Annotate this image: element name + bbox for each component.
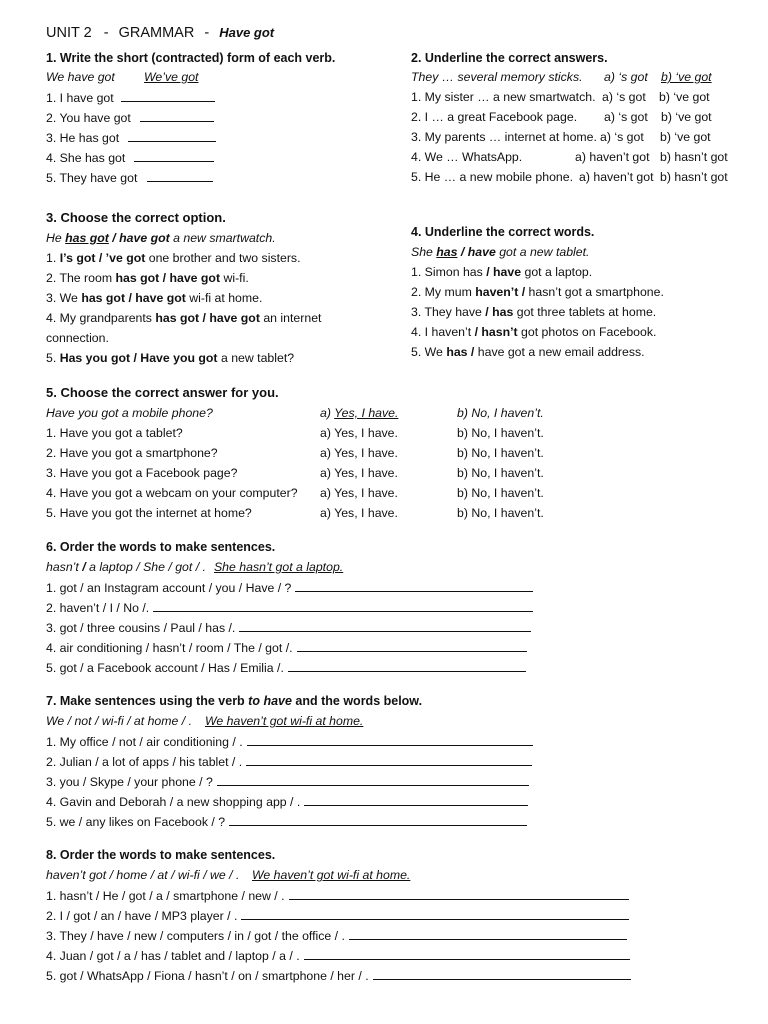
s8-item bbox=[46, 968, 631, 984]
s3-item-text: 3. We bbox=[46, 291, 82, 305]
s2-option-a[interactable]: a) ‘s got bbox=[600, 130, 644, 144]
s1-example-question: We have got bbox=[46, 70, 115, 84]
s4-item-text: 1. Simon has bbox=[411, 265, 487, 279]
s3-item bbox=[46, 291, 262, 306]
s3-title: 3. Choose the correct option. bbox=[46, 210, 226, 225]
s5-example-prefix: a) bbox=[320, 406, 335, 420]
s4-item-text: hasn’t got a smartphone. bbox=[525, 285, 664, 299]
s5-title: 5. Choose the correct answer for you. bbox=[46, 385, 279, 400]
s3-item bbox=[46, 251, 301, 266]
s3-example-text: He bbox=[46, 231, 66, 245]
s2-option-b[interactable]: b) ‘ve got bbox=[659, 90, 710, 104]
s8-item bbox=[46, 928, 627, 944]
s8-item-text: 5. got / WhatsApp / Fiona / hasn’t / on / smartphone / her / . bbox=[46, 969, 369, 983]
s1-item bbox=[46, 130, 216, 146]
s5-option-a[interactable]: a) Yes, I have. bbox=[320, 426, 398, 440]
s3-item-text: an internet bbox=[259, 311, 322, 325]
s2-question: 3. My parents … internet at home. bbox=[411, 130, 597, 144]
s7-item-text: 3. you / Skype / your phone / ? bbox=[46, 775, 213, 789]
s4-item-text: have got a new email address. bbox=[474, 345, 645, 359]
s6-item bbox=[46, 580, 533, 596]
s3-item-options[interactable]: has got / have got bbox=[155, 311, 260, 325]
s8-item bbox=[46, 948, 630, 964]
s4-item bbox=[411, 305, 656, 320]
s1-example-answer: We’ve got bbox=[144, 70, 199, 84]
s2-option-b[interactable]: b) ‘ve got bbox=[661, 110, 712, 124]
s6-example-slash: / bbox=[82, 560, 86, 574]
s6-example-answer: She hasn’t got a laptop. bbox=[213, 560, 344, 574]
s1-item-text: 2. You have got bbox=[46, 111, 131, 125]
s3-example-sep: / bbox=[108, 231, 120, 245]
s7-item bbox=[46, 734, 533, 750]
s6-item-text: 3. got / three cousins / Paul / has /. bbox=[46, 621, 236, 635]
s8-item bbox=[46, 908, 629, 924]
s8-example-answer: We haven’t got wi-fi at home. bbox=[252, 868, 411, 882]
s3-item-options[interactable]: has got / have got bbox=[115, 271, 221, 285]
s4-item-option[interactable]: / has bbox=[485, 305, 514, 319]
grammar-label: GRAMMAR bbox=[118, 25, 195, 41]
answer-line[interactable] bbox=[229, 814, 527, 826]
answer-line[interactable] bbox=[239, 620, 531, 632]
title-separator: - bbox=[103, 25, 109, 41]
s6-example bbox=[46, 560, 343, 575]
s6-example-text: hasn’t bbox=[46, 560, 83, 574]
s1-item bbox=[46, 170, 213, 186]
s2-option-a[interactable]: a) haven’t got bbox=[579, 170, 654, 184]
topic-label: Have got bbox=[219, 25, 275, 40]
answer-line[interactable] bbox=[246, 754, 532, 766]
s5-question: 5. Have you got the internet at home? bbox=[46, 506, 252, 520]
s5-example-question: Have you got a mobile phone? bbox=[46, 406, 213, 420]
s7-item bbox=[46, 754, 532, 770]
s3-example-correct: has got bbox=[65, 231, 109, 245]
s7-title-verb: to have bbox=[248, 694, 292, 708]
s4-item-option[interactable]: haven’t / bbox=[475, 285, 526, 299]
s2-example-option-a: a) ‘s got bbox=[604, 70, 648, 84]
s3-item-options[interactable]: has got / have got bbox=[81, 291, 186, 305]
unit-label: UNIT 2 bbox=[46, 25, 92, 41]
s2-option-a[interactable]: a) ‘s got bbox=[602, 90, 646, 104]
s1-item-text: 5. They have got bbox=[46, 171, 138, 185]
s1-item-text: 3. He has got bbox=[46, 131, 120, 145]
s6-item-text: 5. got / a Facebook account / Has / Emilia /. bbox=[46, 661, 284, 675]
s3-item bbox=[46, 271, 249, 286]
s2-question: 1. My sister … a new smartwatch. bbox=[411, 90, 596, 104]
s6-item-text: 4. air conditioning / hasn’t / room / The / got /. bbox=[46, 641, 293, 655]
s7-item-text: 2. Julian / a lot of apps / his tablet / . bbox=[46, 755, 243, 769]
answer-line[interactable] bbox=[349, 928, 627, 940]
s3-item bbox=[46, 311, 321, 326]
s1-title: 1. Write the short (contracted) form of each verb. bbox=[46, 51, 336, 65]
s6-example-text: a laptop / She / got / . bbox=[85, 560, 206, 574]
s7-item bbox=[46, 794, 528, 810]
s5-option-a[interactable]: a) Yes, I have. bbox=[320, 486, 398, 500]
s3-item-text: one brother and two sisters. bbox=[145, 251, 301, 265]
s4-item-text: 3. They have bbox=[411, 305, 486, 319]
s4-item-text: got three tablets at home. bbox=[513, 305, 657, 319]
s6-item-text: 1. got / an Instagram account / you / Have / ? bbox=[46, 581, 292, 595]
s2-question: 5. He … a new mobile phone. bbox=[411, 170, 574, 184]
s3-item-text: a new tablet? bbox=[217, 351, 295, 365]
s8-item bbox=[46, 888, 629, 904]
s4-item bbox=[411, 285, 664, 300]
s7-title-text: 7. Make sentences using the verb bbox=[46, 694, 249, 708]
s8-title: 8. Order the words to make sentences. bbox=[46, 848, 276, 862]
s6-item bbox=[46, 660, 526, 676]
s3-item-text: wi-fi. bbox=[220, 271, 249, 285]
answer-line[interactable] bbox=[297, 640, 527, 652]
s1-item bbox=[46, 150, 214, 166]
s4-item-text: got a laptop. bbox=[521, 265, 593, 279]
s4-item-option[interactable]: / have bbox=[486, 265, 522, 279]
s1-item bbox=[46, 110, 214, 126]
s3-example-text: a new smartwatch. bbox=[169, 231, 276, 245]
answer-blank[interactable] bbox=[134, 150, 214, 162]
s2-option-a[interactable]: a) haven’t got bbox=[575, 150, 650, 164]
answer-line[interactable] bbox=[153, 600, 533, 612]
answer-line[interactable] bbox=[247, 734, 533, 746]
s3-item-text: 4. My grandparents bbox=[46, 311, 156, 325]
s1-item bbox=[46, 90, 215, 106]
s4-example-sep: / bbox=[457, 245, 468, 259]
s4-item-option[interactable]: / hasn’t bbox=[474, 325, 518, 339]
s8-item-text: 2. I / got / an / have / MP3 player / . bbox=[46, 909, 238, 923]
s5-example-answer: Yes, I have. bbox=[334, 406, 399, 420]
s5-option-a[interactable]: a) Yes, I have. bbox=[320, 446, 398, 460]
s5-option-b[interactable]: b) No, I haven’t. bbox=[457, 506, 544, 520]
s7-example-answer: We haven’t got wi-fi at home. bbox=[205, 714, 364, 728]
title-separator: - bbox=[204, 25, 210, 41]
s6-item bbox=[46, 640, 527, 656]
s3-item-continuation bbox=[46, 331, 109, 346]
s3-item-text: connection. bbox=[46, 331, 109, 345]
s4-item bbox=[411, 325, 656, 340]
answer-line[interactable] bbox=[295, 580, 533, 592]
s7-title-text: and the words below. bbox=[291, 694, 423, 708]
s4-example-correct: has bbox=[436, 245, 458, 259]
s4-item-text: 5. We bbox=[411, 345, 447, 359]
s2-option-b[interactable]: b) ‘ve got bbox=[660, 130, 711, 144]
s2-example-question: They … several memory sticks. bbox=[411, 70, 583, 84]
s4-item bbox=[411, 345, 645, 360]
page-title bbox=[46, 25, 274, 42]
s5-example-option-b: b) No, I haven’t. bbox=[457, 406, 544, 420]
s7-title bbox=[46, 694, 422, 709]
s6-title: 6. Order the words to make sentences. bbox=[46, 540, 276, 554]
s4-item-text: got photos on Facebook. bbox=[517, 325, 657, 339]
answer-line[interactable] bbox=[289, 888, 629, 900]
s2-title: 2. Underline the correct answers. bbox=[411, 51, 608, 65]
s7-item bbox=[46, 774, 529, 790]
answer-blank[interactable] bbox=[140, 110, 214, 122]
s3-example bbox=[46, 231, 276, 246]
s8-item-text: 3. They / have / new / computers / in / got / the office / . bbox=[46, 929, 345, 943]
s3-item bbox=[46, 351, 294, 366]
s5-option-b[interactable]: b) No, I haven’t. bbox=[457, 466, 544, 480]
s7-item bbox=[46, 814, 527, 830]
s4-example-wrong: have bbox=[467, 245, 496, 259]
s5-question: 2. Have you got a smartphone? bbox=[46, 446, 218, 460]
s4-item bbox=[411, 265, 592, 280]
s5-option-b[interactable]: b) No, I haven’t. bbox=[457, 486, 544, 500]
s4-example bbox=[411, 245, 589, 260]
s6-item-text: 2. haven’t / I / No /. bbox=[46, 601, 150, 615]
answer-line[interactable] bbox=[241, 908, 629, 920]
answer-line[interactable] bbox=[217, 774, 529, 786]
s2-option-b[interactable]: b) hasn’t got bbox=[660, 150, 728, 164]
s2-question: 2. I … a great Facebook page. bbox=[411, 110, 578, 124]
answer-line[interactable] bbox=[288, 660, 526, 672]
s2-example-option-b: b) ‘ve got bbox=[661, 70, 712, 84]
s4-item-text: 2. My mum bbox=[411, 285, 476, 299]
s8-item-text: 1. hasn’t / He / got / a / smartphone / new / . bbox=[46, 889, 285, 903]
s6-item bbox=[46, 600, 533, 616]
s5-question: 4. Have you got a webcam on your computer? bbox=[46, 486, 298, 500]
s5-question: 1. Have you got a tablet? bbox=[46, 426, 183, 440]
answer-blank[interactable] bbox=[121, 90, 215, 102]
s5-option-a[interactable]: a) Yes, I have. bbox=[320, 506, 398, 520]
s2-option-a[interactable]: a) ‘s got bbox=[604, 110, 648, 124]
s1-item-text: 1. I have got bbox=[46, 91, 114, 105]
s5-option-a[interactable]: a) Yes, I have. bbox=[320, 466, 398, 480]
s5-example-option-a bbox=[320, 406, 398, 421]
s6-item bbox=[46, 620, 531, 636]
s7-example-question: We / not / wi-fi / at home / . bbox=[46, 714, 193, 728]
s3-item-text: wi-fi at home. bbox=[185, 291, 263, 305]
s8-item-text: 4. Juan / got / a / has / tablet and / laptop / a / . bbox=[46, 949, 300, 963]
s8-example-question: haven’t got / home / at / wi-fi / we / . bbox=[46, 868, 240, 882]
s5-question: 3. Have you got a Facebook page? bbox=[46, 466, 238, 480]
s5-option-b[interactable]: b) No, I haven’t. bbox=[457, 446, 544, 460]
s3-item-options[interactable]: I’s got / ’ve got bbox=[59, 251, 146, 265]
answer-line[interactable] bbox=[304, 948, 630, 960]
s7-item-text: 1. My office / not / air conditioning / . bbox=[46, 735, 243, 749]
answer-line[interactable] bbox=[304, 794, 528, 806]
answer-line[interactable] bbox=[373, 968, 631, 980]
s4-title: 4. Underline the correct words. bbox=[411, 225, 595, 239]
s4-item-option[interactable]: has / bbox=[446, 345, 475, 359]
s1-item-text: 4. She has got bbox=[46, 151, 126, 165]
s2-question: 4. We … WhatsApp. bbox=[411, 150, 523, 164]
answer-blank[interactable] bbox=[128, 130, 216, 142]
s4-example-text: She bbox=[411, 245, 437, 259]
s4-example-text: got a new tablet. bbox=[495, 245, 590, 259]
s5-option-b[interactable]: b) No, I haven’t. bbox=[457, 426, 544, 440]
s3-item-text: 1. bbox=[46, 251, 60, 265]
s3-item-text: 5. bbox=[46, 351, 60, 365]
s2-option-b[interactable]: b) hasn’t got bbox=[660, 170, 728, 184]
answer-blank[interactable] bbox=[147, 170, 213, 182]
s3-item-text: 2. The room bbox=[46, 271, 116, 285]
s3-item-options[interactable]: Has you got / Have you got bbox=[59, 351, 218, 365]
s3-example-wrong: have got bbox=[119, 231, 170, 245]
s4-item-text: 4. I haven’t bbox=[411, 325, 475, 339]
s7-item-text: 5. we / any likes on Facebook / ? bbox=[46, 815, 226, 829]
s7-item-text: 4. Gavin and Deborah / a new shopping app / . bbox=[46, 795, 301, 809]
